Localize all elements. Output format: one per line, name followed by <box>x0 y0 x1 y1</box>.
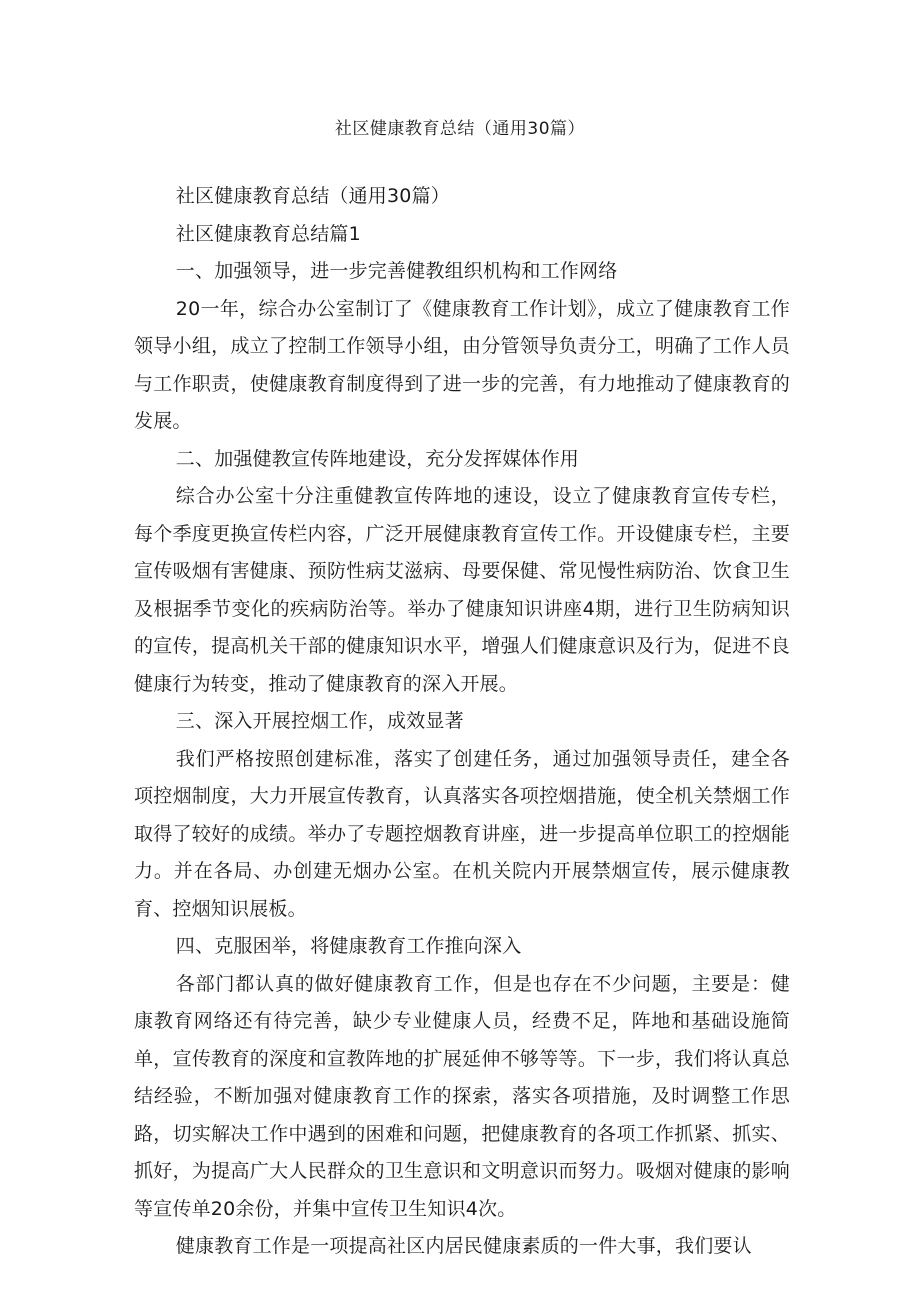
heading-2: 二、加强健教宣传阵地建设，充分发挥媒体作用 <box>175 447 579 470</box>
heading-3: 三、深入开展控烟工作，成效显著 <box>175 710 464 732</box>
body-paragraph-2: 综合办公室十分注重健教宣传阵地的速设，设立了健康教育宣传专栏，每个季度更换宣传栏内容，广泛开展健康教育宣传工作。开设健康专栏，主要宣传吸烟有害健康、预防性病艾滋病、母要保健、常见慢性病防治、饮食卫生及根据季节变化的疾病防治等。举办了健康知识讲座4期，进行卫生防病知识的宣传，提高机关干部的健康知识水平，增强人们健康意识及行为，促进不良健康行为转变，推动了健康教育的深入开展。 <box>134 485 790 695</box>
body-paragraph-5: 健康教育工作是一项提高社区内居民健康素质的一件大事，我们要认 <box>175 1235 752 1257</box>
heading-4: 四、克服困举，将健康教育工作推向深入 <box>175 935 522 957</box>
subtitle-paragraph: 社区健康教育总结（通用30篇） <box>175 185 450 207</box>
heading-1: 一、加强领导，进一步完善健教组织机构和工作网络 <box>175 260 618 282</box>
document-body <box>134 178 790 1266</box>
section-title: 社区健康教育总结篇1 <box>175 222 361 245</box>
body-paragraph-1: 20一年，综合办公室制订了《健康教育工作计划》，成立了健康教育工作领导小组，成立了控制工作领导小组，由分管领导负责分工，明确了工作人员与工作职责，使健康教育制度得到了进一步的完善，有力地推动了健康教育的发展。 <box>134 297 790 432</box>
document-title: 社区健康教育总结（通用30篇） <box>334 119 586 139</box>
body-paragraph-3: 我们严格按照创建标准，落实了创建任务，通过加强领导责任，建全各项控烟制度，大力开展宣传教育，认真落实各项控烟措施，使全机关禁烟工作取得了较好的成绩。举办了专题控烟教育讲座，进一步提高单位职工的控烟能力。并在各局、办创建无烟办公室。在机关院内开展禁烟宣传，展示健康教育、控烟知识展板。 <box>134 747 790 920</box>
body-paragraph-4: 各部门都认真的做好健康教育工作，但是也存在不少问题，主要是：健康教育网络还有待完善，缺少专业健康人员，经费不足，阵地和基础设施简单，宣传教育的深度和宣教阵地的扩展延伸不够等等。下一步，我们将认真总结经验，不断加强对健康教育工作的探索，落实各项措施，及时调整工作思路，切实解决工作中遇到的困难和问题，把健康教育的各项工作抓紧、抓实、抓好，为提高广大人民群众的卫生意识和文明意识而努力。吸烟对健康的影响等宣传单20余份，并集中宣传卫生知识4次。 <box>134 972 790 1220</box>
